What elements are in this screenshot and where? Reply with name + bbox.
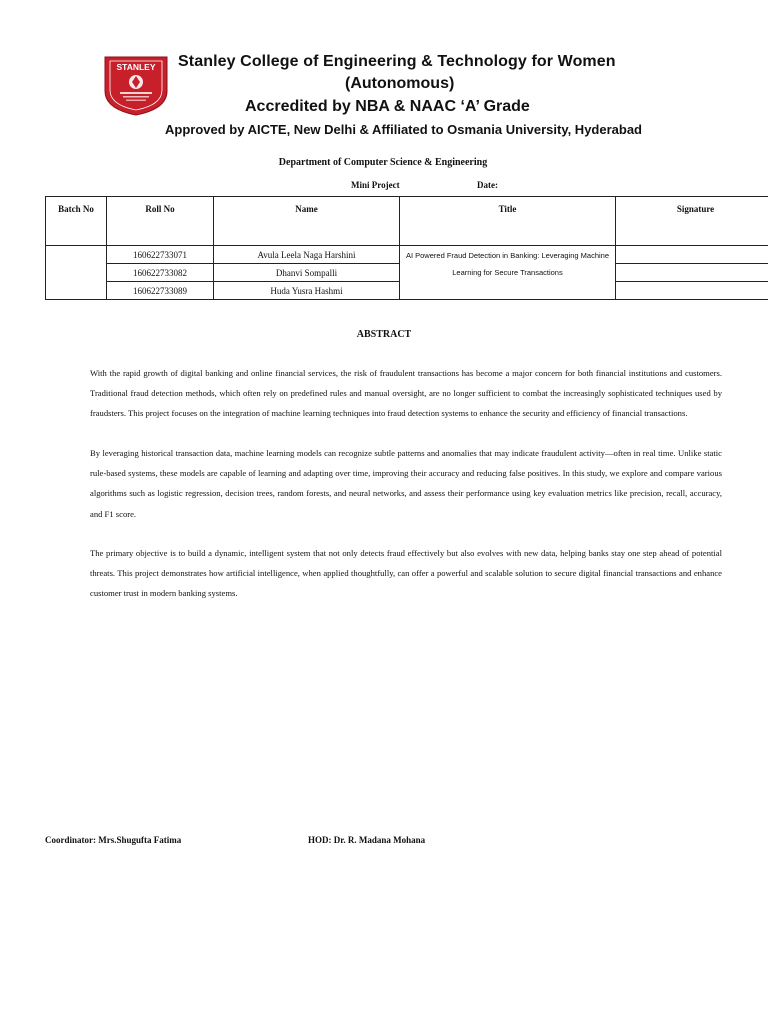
autonomous-label: (Autonomous) <box>345 75 455 92</box>
header-name: Name <box>214 197 400 246</box>
project-title-line-2: Learning for Secure Transactions <box>452 268 563 277</box>
abstract-paragraph-2: By leveraging historical transaction data, machine learning models can recognize subtle patterns and anomalies that may indicate fraudulent activity—often in real time. Unlike static rule-based systems, these models are capable of learning and adapting over time, improving their accuracy and reducing false positives. In this study, we explore and compare various algorithms such as logistic regression, decision trees, random forests, and neural networks, and assess their performance using key evaluation metrics like precision, recall, accuracy, and F1 score. <box>90 448 722 519</box>
abstract-heading: ABSTRACT <box>356 329 412 340</box>
table-row <box>46 246 768 264</box>
department-text: Department of Computer Science & Engineering <box>278 157 488 168</box>
hod-label: HOD: Dr. R. Madana Mohana <box>308 835 426 845</box>
name-cell: Dhanvi Sompalli <box>214 264 400 282</box>
name-cell: Huda Yusra Hashmi <box>214 282 400 300</box>
header-roll-no: Roll No <box>107 197 214 246</box>
date-label: Date: <box>477 180 498 190</box>
college-logo <box>101 51 171 116</box>
table-header-row <box>46 197 768 246</box>
header-title: Title <box>400 197 616 246</box>
approval-line: Approved by AICTE, New Delhi & Affiliated to Osmania University, Hyderabad <box>165 122 643 137</box>
header-signature: Signature <box>616 197 768 246</box>
batch-no-cell <box>46 246 107 300</box>
abstract-paragraph-3: The primary objective is to build a dynamic, intelligent system that not only detects fraud effectively but also evolves with new data, helping banks stay one step ahead of potential threats. This project demonstrates how artificial intelligence, when applied thoughtfully, can offer a powerful and scalable solution to secure digital financial transactions and enhance customer trust in modern banking systems. <box>90 548 722 599</box>
signature-cell <box>616 264 768 282</box>
logo-text: STANLEY <box>116 62 156 72</box>
batch-table <box>45 196 768 300</box>
signature-cell <box>616 282 768 300</box>
signature-cell <box>616 246 768 264</box>
abstract-paragraph-1: With the rapid growth of digital banking and online financial services, the risk of fraudulent transactions has become a major concern for both financial institutions and customers. Traditional fraud detection methods, which often rely on predefined rules and manual oversight, are no longer sufficient to combat the increasingly sophisticated techniques used by fraudsters. This project focuses on the integration of machine learning techniques into fraud detection systems to enhance the security and efficiency of financial transactions. <box>90 368 722 419</box>
roll-no-cell: 160622733089 <box>107 282 214 300</box>
roll-no-cell: 160622733082 <box>107 264 214 282</box>
project-title-cell <box>400 246 616 300</box>
mini-project-label: Mini Project <box>351 180 400 190</box>
name-cell: Avula Leela Naga Harshini <box>214 246 400 264</box>
accreditation-line: Accredited by NBA & NAAC ‘A’ Grade <box>245 98 530 115</box>
header-batch-no: Batch No <box>46 197 107 246</box>
college-name: Stanley College of Engineering & Technology for Women <box>178 53 616 70</box>
coordinator-label: Coordinator: Mrs.Shugufta Fatima <box>45 835 182 845</box>
project-title-line-1: AI Powered Fraud Detection in Banking: Leveraging Machine <box>405 251 610 260</box>
department-heading <box>0 157 768 168</box>
roll-no-cell: 160622733071 <box>107 246 214 264</box>
